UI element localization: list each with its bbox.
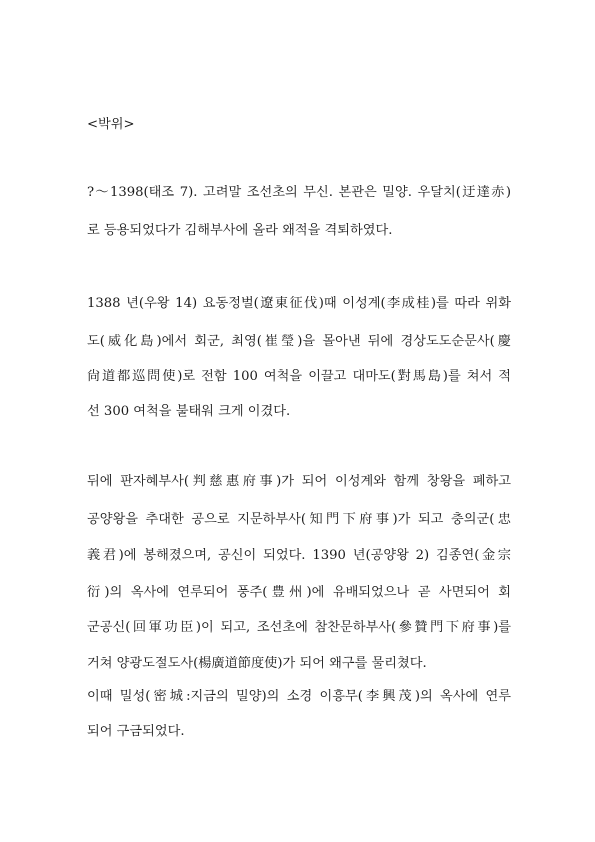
text-line: 공양왕을 추대한 공으로 지문하부사(知門下府事)가 되고 충의군(忠 — [87, 512, 511, 527]
text-line: 거쳐 양광도절도사(楊廣道節度使)가 되어 왜구를 물리쳤다. — [87, 656, 427, 671]
text-line: 도(威化島)에서 회군, 최영(崔瑩)을 몰아낸 뒤에 경상도도순문사(慶 — [87, 334, 511, 349]
text-line: 1388 년(우왕 14) 요동정벌(遼東征伐)때 이성계(李成桂)를 따라 위화 — [87, 296, 511, 311]
text-line: 尙道都巡問使)로 전함 100 여척을 이끌고 대마도(對馬島)를 쳐서 적 — [87, 369, 511, 384]
text-line: 衍)의 옥사에 연루되어 풍주(豊州)에 유배되었으나 곧 사면되어 회 — [87, 585, 511, 600]
text-line: 이때 밀성(密城:지금의 밀양)의 소경 이흥무(李興茂)의 옥사에 연루 — [87, 689, 511, 704]
text-line: 되어 구금되었다. — [87, 724, 185, 739]
text-line: 로 등용되었다가 김해부사에 올라 왜적을 격퇴하였다. — [87, 223, 393, 238]
text-line: 義君)에 봉해졌으며, 공신이 되었다. 1390 년(공양왕 2) 김종연(金宗 — [87, 548, 511, 563]
text-line: 뒤에 판자혜부사(判慈惠府事)가 되어 이성계와 함께 창왕을 폐하고 — [87, 474, 511, 489]
text-line: ?～1398(태조 7). 고려말 조선초의 무신. 본관은 밀양. 우달치(迂達赤) — [87, 185, 511, 200]
text-line: 선 300 여척을 불태워 크게 이겼다. — [87, 404, 291, 419]
document-title: <박위> — [87, 117, 135, 132]
text-line: 군공신(回軍功臣)이 되고, 조선초에 참찬문하부사(參贊門下府事)를 — [87, 620, 511, 635]
